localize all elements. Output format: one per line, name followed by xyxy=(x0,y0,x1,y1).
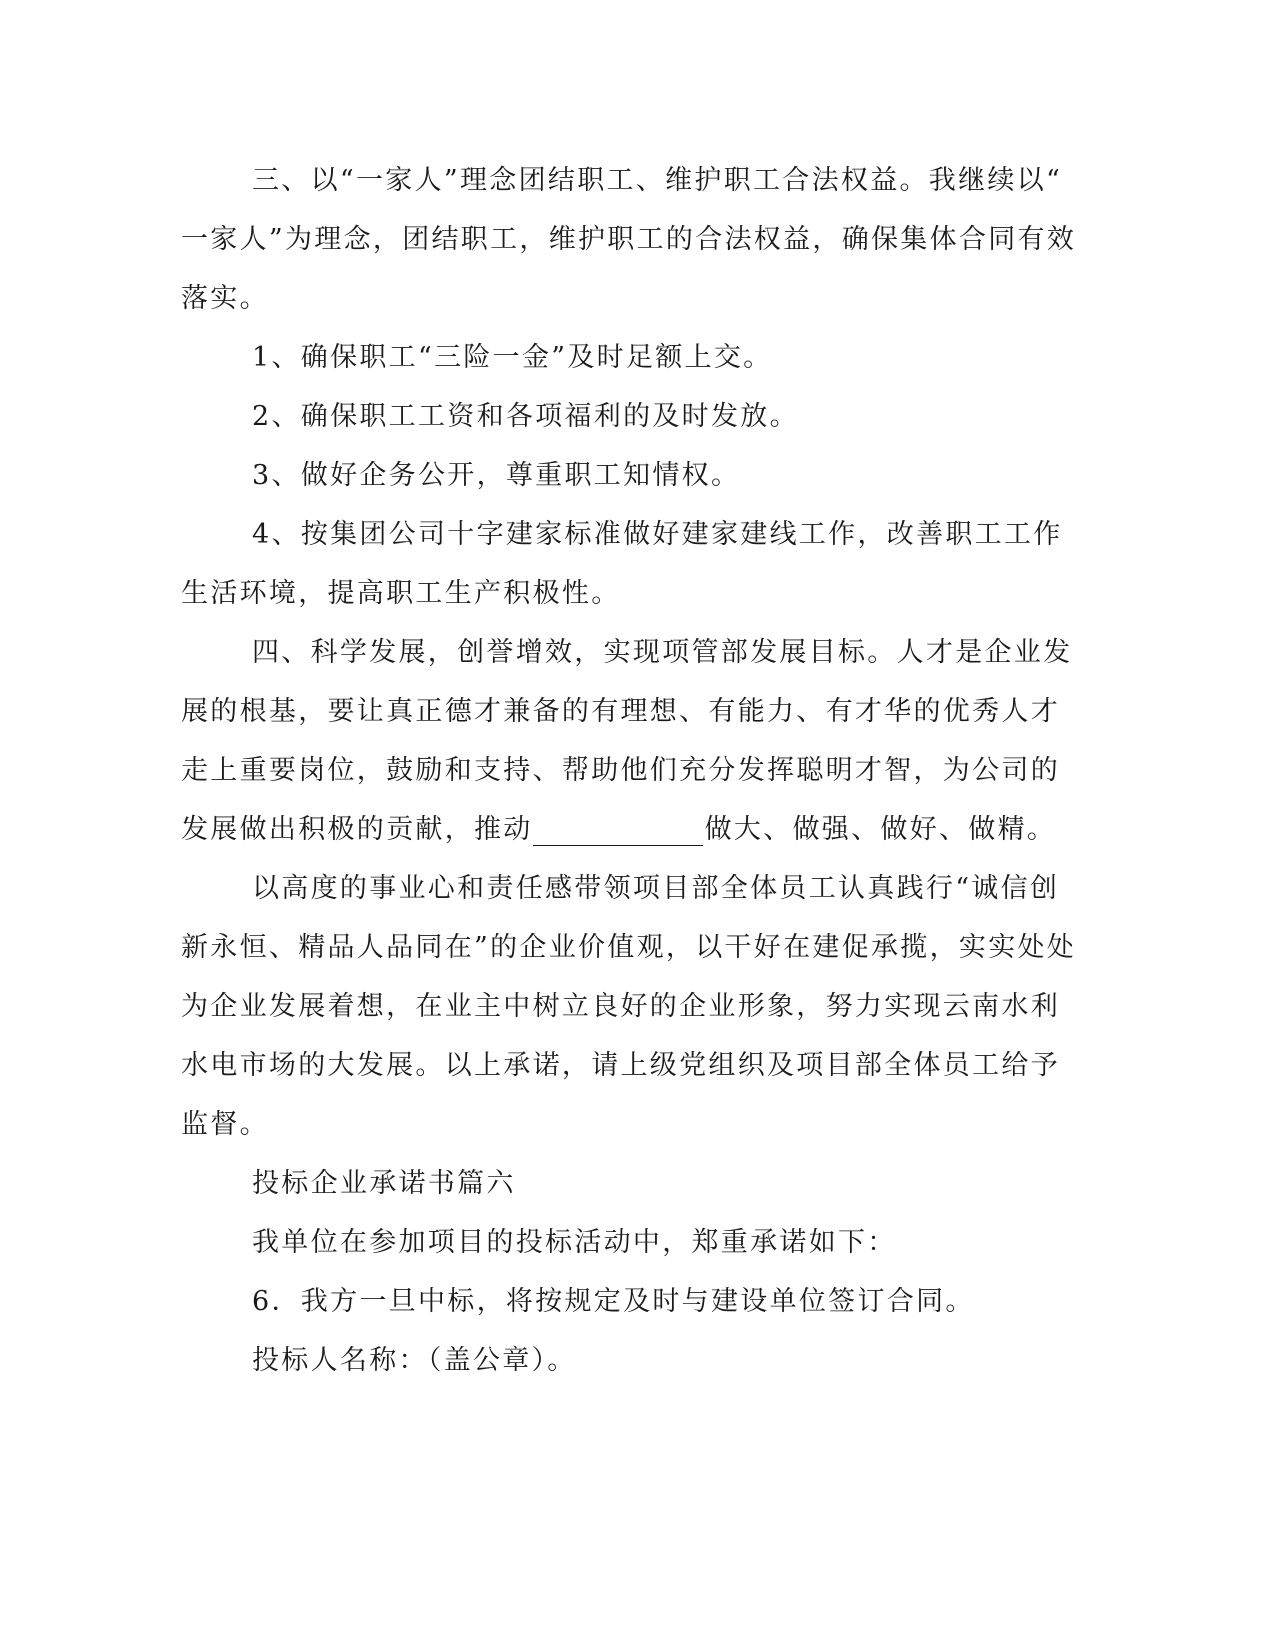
paragraph-5-line-3: 为企业发展着想，在业主中树立良好的企业形象，努力实现云南水利 xyxy=(181,991,1060,1022)
list-item-3: 3、做好企务公开，尊重职工知情权。 xyxy=(252,460,741,491)
paragraph-3-line-1: 三、以“一家人”理念团结职工、维护职工合法权益。我继续以“ xyxy=(252,165,1063,196)
commitment-intro: 我单位在参加项目的投标活动中，郑重承诺如下： xyxy=(252,1227,897,1258)
commitment-item-6: 6．我方一旦中标，将按规定及时与建设单位签订合同。 xyxy=(252,1286,975,1317)
paragraph-5-line-4: 水电市场的大发展。以上承诺，请上级党组织及项目部全体员工给予 xyxy=(181,1050,1060,1081)
paragraph-4-line-1: 四、科学发展，创誉增效，实现项管部发展目标。人才是企业发 xyxy=(252,637,1073,668)
paragraph-5-line-5: 监督。 xyxy=(181,1109,269,1140)
list-item-4-line-1: 4、按集团公司十字建家标准做好建家建线工作，改善职工工作 xyxy=(252,519,1063,550)
paragraph-5-line-1: 以高度的事业心和责任感带领项目部全体员工认真践行“诚信创 xyxy=(252,873,1060,904)
list-item-1: 1、确保职工“三险一金”及时足额上交。 xyxy=(252,342,773,373)
paragraph-4-line-3: 走上重要岗位，鼓励和支持、帮助他们充分发挥聪明才智，为公司的 xyxy=(181,755,1060,786)
fill-in-blank xyxy=(533,817,703,846)
list-item-4-line-2: 生活环境，提高职工生产积极性。 xyxy=(181,578,621,609)
paragraph-3-line-3: 落实。 xyxy=(181,283,269,314)
paragraph-5-line-2: 新永恒、精品人品同在”的企业价值观，以干好在建促承揽，实实处处 xyxy=(181,932,1077,963)
blank-line-prefix: 发展做出积极的贡献，推动 xyxy=(181,814,533,845)
blank-line-suffix: 做大、做强、做好、做精。 xyxy=(704,814,1057,845)
paragraph-3-line-2: 一家人”为理念，团结职工，维护职工的合法权益，确保集体合同有效 xyxy=(181,224,1077,255)
bidder-name-line: 投标人名称：（盖公章）。 xyxy=(252,1345,577,1376)
paragraph-4-line-2: 展的根基，要让真正德才兼备的有理想、有能力、有才华的优秀人才 xyxy=(181,696,1060,727)
list-item-2: 2、确保职工工资和各项福利的及时发放。 xyxy=(252,401,799,432)
section-heading: 投标企业承诺书篇六 xyxy=(252,1168,516,1199)
paragraph-4-line-4 xyxy=(181,814,1056,846)
